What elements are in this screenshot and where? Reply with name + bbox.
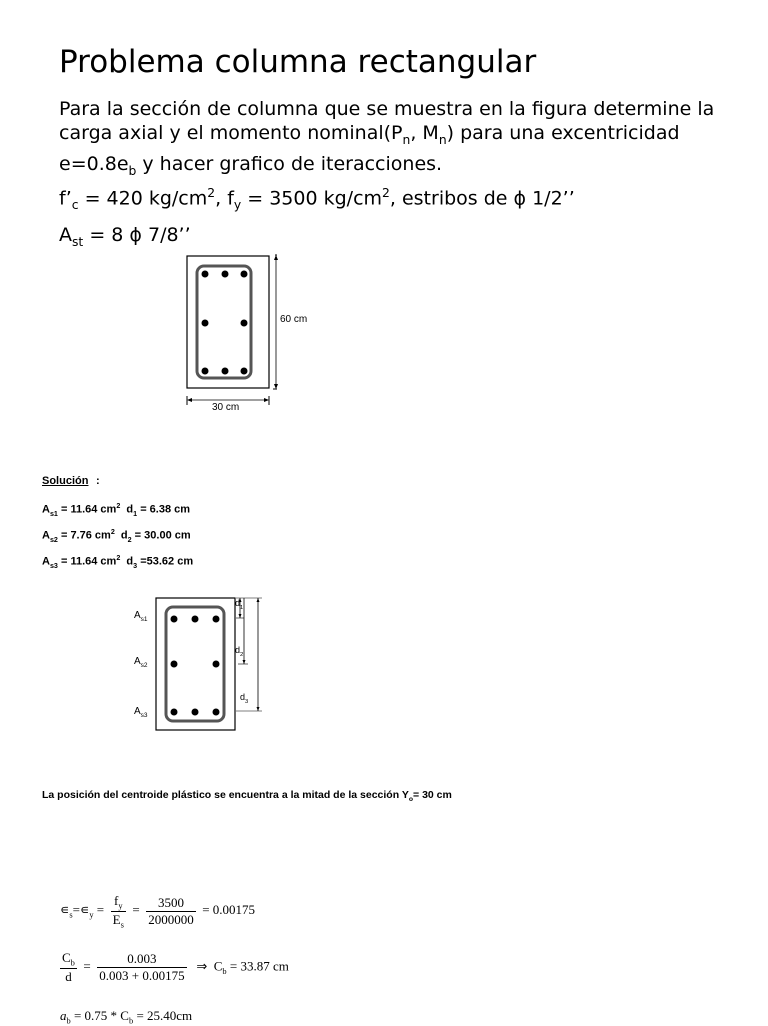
intro-text-a: Para la sección de columna que se muestra en la figura determine la carga axial y el momento nominal(P <box>59 98 715 144</box>
fy-label: , f <box>215 187 234 210</box>
width-label: 30 cm <box>212 402 240 413</box>
material-properties <box>59 186 575 212</box>
stirrups-text: , estribos de ϕ 1/2’’ <box>389 187 575 210</box>
fc-unit-sup: 2 <box>207 186 216 200</box>
ast-label: A <box>59 224 72 246</box>
solution-row: $A_{s2} = 7.76$ $cm^2$ $d_2 = 30.00$ cm <box>42 528 191 544</box>
d3-label: $d_3$ <box>240 692 249 705</box>
centroid-statement: La posición del centroide plástico se encuentra a la mitad de la sección $Y_o= 30$ cm <box>42 789 452 804</box>
intro-text-b: , M <box>410 122 439 144</box>
solution-row: $A_{s3} = 11.64$ $cm^2$ $d_3 =53.62$ cm <box>42 554 194 570</box>
rebar <box>213 616 220 623</box>
rebar <box>241 271 248 278</box>
rebar <box>202 271 209 278</box>
intro-text-c: ) para una excentricidad e=0.8e <box>59 122 680 175</box>
numeric-fraction: $\frac{3500}{2000000}$ <box>148 894 194 927</box>
eb-sub: b <box>128 163 137 178</box>
rebar <box>213 661 220 668</box>
ast-value: = 8 ϕ 7/8’’ <box>83 224 191 246</box>
strain-fraction: $\frac{0.003}{0.003 + 0.00175}$ <box>99 950 185 983</box>
solution-row: $A_{s1} = 11.64$ $cm^2$ $d_1 = 6.38$ cm <box>42 502 191 518</box>
rebar <box>241 368 248 375</box>
layer-section-figure <box>150 592 275 737</box>
solution-colon: : <box>96 475 100 487</box>
mn-sub: n <box>438 132 447 147</box>
fy-over-es: $\frac{f_y}{E_s}$ <box>112 893 124 930</box>
fy-unit-sup: 2 <box>382 186 390 200</box>
rebar <box>222 368 229 375</box>
cb-over-d: $\frac{C_b}{d}$ <box>62 950 75 984</box>
solution-heading: Solución <box>42 475 89 487</box>
rebar <box>202 368 209 375</box>
rebar <box>171 661 178 668</box>
strain-equation: $∊_s=∊_y$ = $\frac{f_y}{E_s}$ = $\frac{3500}{2000000}$ = 0.00175 <box>60 893 256 930</box>
fy-value: = 3500 kg/cm <box>241 187 383 210</box>
rebar <box>213 709 220 716</box>
fy-sub: y <box>233 198 242 213</box>
d1-label: $d_1$ <box>235 598 244 611</box>
ast-sub: st <box>72 234 84 249</box>
ab-equation: $a_b = 0.75 * C_b = 25.40cm$ <box>60 1008 193 1026</box>
steel-area <box>59 224 191 249</box>
rebar <box>171 709 178 716</box>
intro-text-d: y hacer grafico de iteracciones. <box>136 152 443 175</box>
height-label: 60 cm <box>280 314 308 325</box>
as1-label: $A_{s1}$ <box>134 610 148 623</box>
rebar <box>222 271 229 278</box>
cb-equation: $\frac{C_b}{d}$ = $\frac{0.003}{0.003 + 0.00175}$ ⇒ $C_b = 33.87$ cm <box>62 950 289 984</box>
page-title: Problema columna rectangular <box>59 44 537 80</box>
d2-label: $d_2$ <box>235 645 244 658</box>
rebar <box>192 616 199 623</box>
pn-sub: n <box>402 132 411 147</box>
rebar <box>171 616 178 623</box>
rebar <box>192 709 199 716</box>
column-section-figure <box>180 250 320 420</box>
fc-value: = 420 kg/cm <box>78 187 208 210</box>
problem-statement <box>59 97 759 183</box>
fc-label: f’ <box>59 187 72 210</box>
rebar <box>202 320 209 327</box>
as3-label: $A_{s3}$ <box>134 706 148 719</box>
as2-label: $A_{s2}$ <box>134 656 148 669</box>
rebar <box>241 320 248 327</box>
fc-sub: c <box>71 198 79 213</box>
